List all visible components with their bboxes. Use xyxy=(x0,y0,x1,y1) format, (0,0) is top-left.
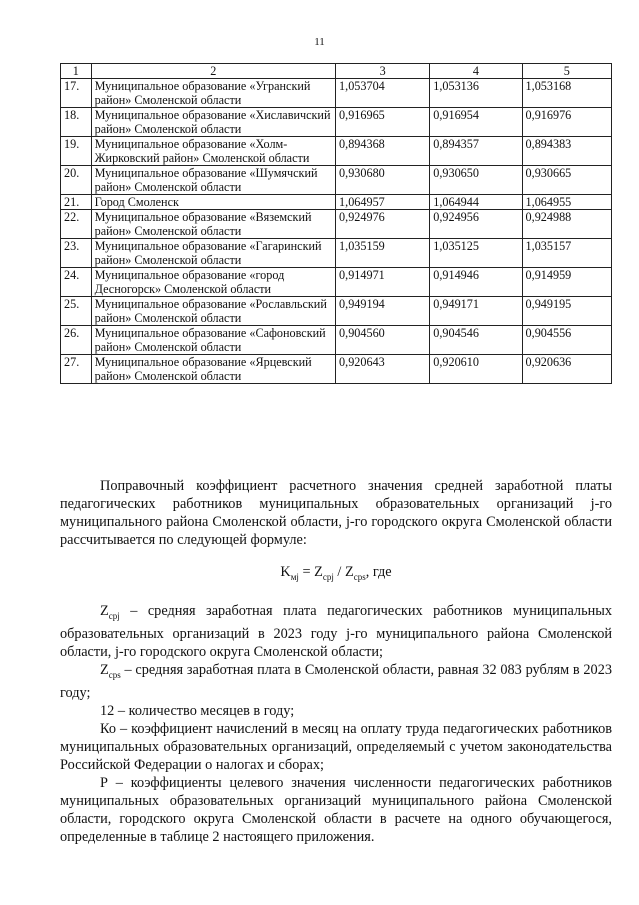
value-col3-cell: 0,916965 xyxy=(336,108,430,137)
municipality-name-cell: Муниципальное образование «Рославльский район» Смоленской области xyxy=(91,297,335,326)
formula xyxy=(60,563,612,586)
value-col5-cell: 1,053168 xyxy=(522,79,611,108)
value-col3-cell: 1,064957 xyxy=(336,195,430,210)
row-number-cell: 25. xyxy=(61,297,92,326)
value-col4-cell: 0,949171 xyxy=(430,297,522,326)
table-row xyxy=(61,239,612,268)
row-number-cell: 17. xyxy=(61,79,92,108)
row-number-cell: 22. xyxy=(61,210,92,239)
value-col4-cell: 0,916954 xyxy=(430,108,522,137)
definition-text: Р – коэффициенты целевого значения численности педагогических работников муниципальных образовательных организаций муниципального района Смоленской области, городского округа Смоленской области в расчете на одного обучающегося, определенные в таблице 2 настоящего приложения. xyxy=(60,774,612,845)
table-row xyxy=(61,326,612,355)
table-header-row xyxy=(61,64,612,79)
value-col5-cell: 0,894383 xyxy=(522,137,611,166)
value-col3-cell: 0,894368 xyxy=(336,137,430,166)
value-col5-cell: 1,064955 xyxy=(522,195,611,210)
intro-paragraph: Поправочный коэффициент расчетного значения средней заработной платы педагогических работников муниципальных образовательных организаций j-го муниципального района Смоленской области, j-го городского округа Смоленской области рассчитывается по следующей формуле: xyxy=(60,478,612,548)
coefficients-table xyxy=(60,63,612,384)
value-col3-cell: 0,904560 xyxy=(336,326,430,355)
table-row xyxy=(61,210,612,239)
row-number-cell: 23. xyxy=(61,239,92,268)
value-col3-cell: 0,920643 xyxy=(336,355,430,384)
definition-paragraph xyxy=(60,720,612,774)
value-col5-cell: 0,914959 xyxy=(522,268,611,297)
value-col3-cell: 1,053704 xyxy=(336,79,430,108)
formula-div: / Z xyxy=(333,564,354,580)
table-row xyxy=(61,195,612,210)
value-col4-cell: 1,035125 xyxy=(430,239,522,268)
municipality-name-cell: Муниципальное образование «Шумячский район» Смоленской области xyxy=(91,166,335,195)
formula-tail: , где xyxy=(365,564,392,580)
value-col3-cell: 1,035159 xyxy=(336,239,430,268)
definition-paragraph xyxy=(60,774,612,846)
row-number-cell: 27. xyxy=(61,355,92,384)
row-number-cell: 19. xyxy=(61,137,92,166)
definition-symbol: Z xyxy=(100,602,109,619)
header-cell: 4 xyxy=(430,64,522,79)
definition-paragraph xyxy=(60,702,612,720)
definition-text: – средняя заработная плата в Смоленской области, равная 32 083 рублям в 2023 году; xyxy=(60,661,612,701)
body-text xyxy=(60,477,612,846)
formula-z1-sub: срj xyxy=(322,571,334,582)
value-col4-cell: 0,894357 xyxy=(430,137,522,166)
row-number-cell: 26. xyxy=(61,326,92,355)
value-col5-cell: 0,949195 xyxy=(522,297,611,326)
table-row xyxy=(61,108,612,137)
definition-paragraph xyxy=(60,602,612,661)
municipality-name-cell: Муниципальное образование «Холм-Жирковский район» Смоленской области xyxy=(91,137,335,166)
value-col4-cell: 0,914946 xyxy=(430,268,522,297)
value-col4-cell: 0,904546 xyxy=(430,326,522,355)
row-number-cell: 20. xyxy=(61,166,92,195)
value-col5-cell: 1,035157 xyxy=(522,239,611,268)
table-row xyxy=(61,268,612,297)
definition-text: 12 – количество месяцев в году; xyxy=(100,702,295,719)
definition-paragraph xyxy=(60,661,612,702)
value-col4-cell: 1,053136 xyxy=(430,79,522,108)
header-cell: 2 xyxy=(91,64,335,79)
table-row xyxy=(61,355,612,384)
value-col3-cell: 0,924976 xyxy=(336,210,430,239)
formula-k-sub: мj xyxy=(290,571,299,582)
formula-k: K xyxy=(280,564,291,580)
value-col4-cell: 0,930650 xyxy=(430,166,522,195)
formula-eq: = Z xyxy=(298,564,323,580)
definition-text: – средняя заработная плата педагогических работников муниципальных образовательных организаций в 2023 году j-го муниципального района Смоленской области, j-го городского округа Смоленской области; xyxy=(60,602,612,660)
value-col3-cell: 0,949194 xyxy=(336,297,430,326)
municipality-name-cell: Муниципальное образование «город Десногорск» Смоленской области xyxy=(91,268,335,297)
value-col5-cell: 0,904556 xyxy=(522,326,611,355)
value-col5-cell: 0,916976 xyxy=(522,108,611,137)
value-col5-cell: 0,924988 xyxy=(522,210,611,239)
definitions xyxy=(60,602,612,846)
value-col4-cell: 0,920610 xyxy=(430,355,522,384)
municipality-name-cell: Муниципальное образование «Хиславичский район» Смоленской области xyxy=(91,108,335,137)
row-number-cell: 21. xyxy=(61,195,92,210)
value-col5-cell: 0,920636 xyxy=(522,355,611,384)
definition-symbol-sub: срs xyxy=(108,669,121,680)
table-row xyxy=(61,297,612,326)
municipality-name-cell: Муниципальное образование «Сафоновский район» Смоленской области xyxy=(91,326,335,355)
definition-text: Ко – коэффициент начислений в месяц на оплату труда педагогических работников муниципальных образовательных организаций, определяемый с учетом законодательства Российской Федерации о налогах и сборах; xyxy=(60,720,612,773)
definition-symbol: Z xyxy=(100,661,109,678)
table-row xyxy=(61,166,612,195)
header-cell: 3 xyxy=(336,64,430,79)
value-col3-cell: 0,914971 xyxy=(336,268,430,297)
definition-symbol-sub: срj xyxy=(108,610,120,621)
formula-z2-sub: срs xyxy=(353,571,366,582)
header-cell: 5 xyxy=(522,64,611,79)
municipality-name-cell: Муниципальное образование «Гагаринский район» Смоленской области xyxy=(91,239,335,268)
value-col3-cell: 0,930680 xyxy=(336,166,430,195)
value-col5-cell: 0,930665 xyxy=(522,166,611,195)
municipality-name-cell: Город Смоленск xyxy=(91,195,335,210)
table-row xyxy=(61,79,612,108)
value-col4-cell: 1,064944 xyxy=(430,195,522,210)
municipality-name-cell: Муниципальное образование «Вяземский район» Смоленской области xyxy=(91,210,335,239)
table-row xyxy=(61,137,612,166)
header-cell: 1 xyxy=(61,64,92,79)
municipality-name-cell: Муниципальное образование «Ярцевский район» Смоленской области xyxy=(91,355,335,384)
municipality-name-cell: Муниципальное образование «Угранский район» Смоленской области xyxy=(91,79,335,108)
row-number-cell: 18. xyxy=(61,108,92,137)
page-number: 11 xyxy=(314,36,325,48)
value-col4-cell: 0,924956 xyxy=(430,210,522,239)
row-number-cell: 24. xyxy=(61,268,92,297)
